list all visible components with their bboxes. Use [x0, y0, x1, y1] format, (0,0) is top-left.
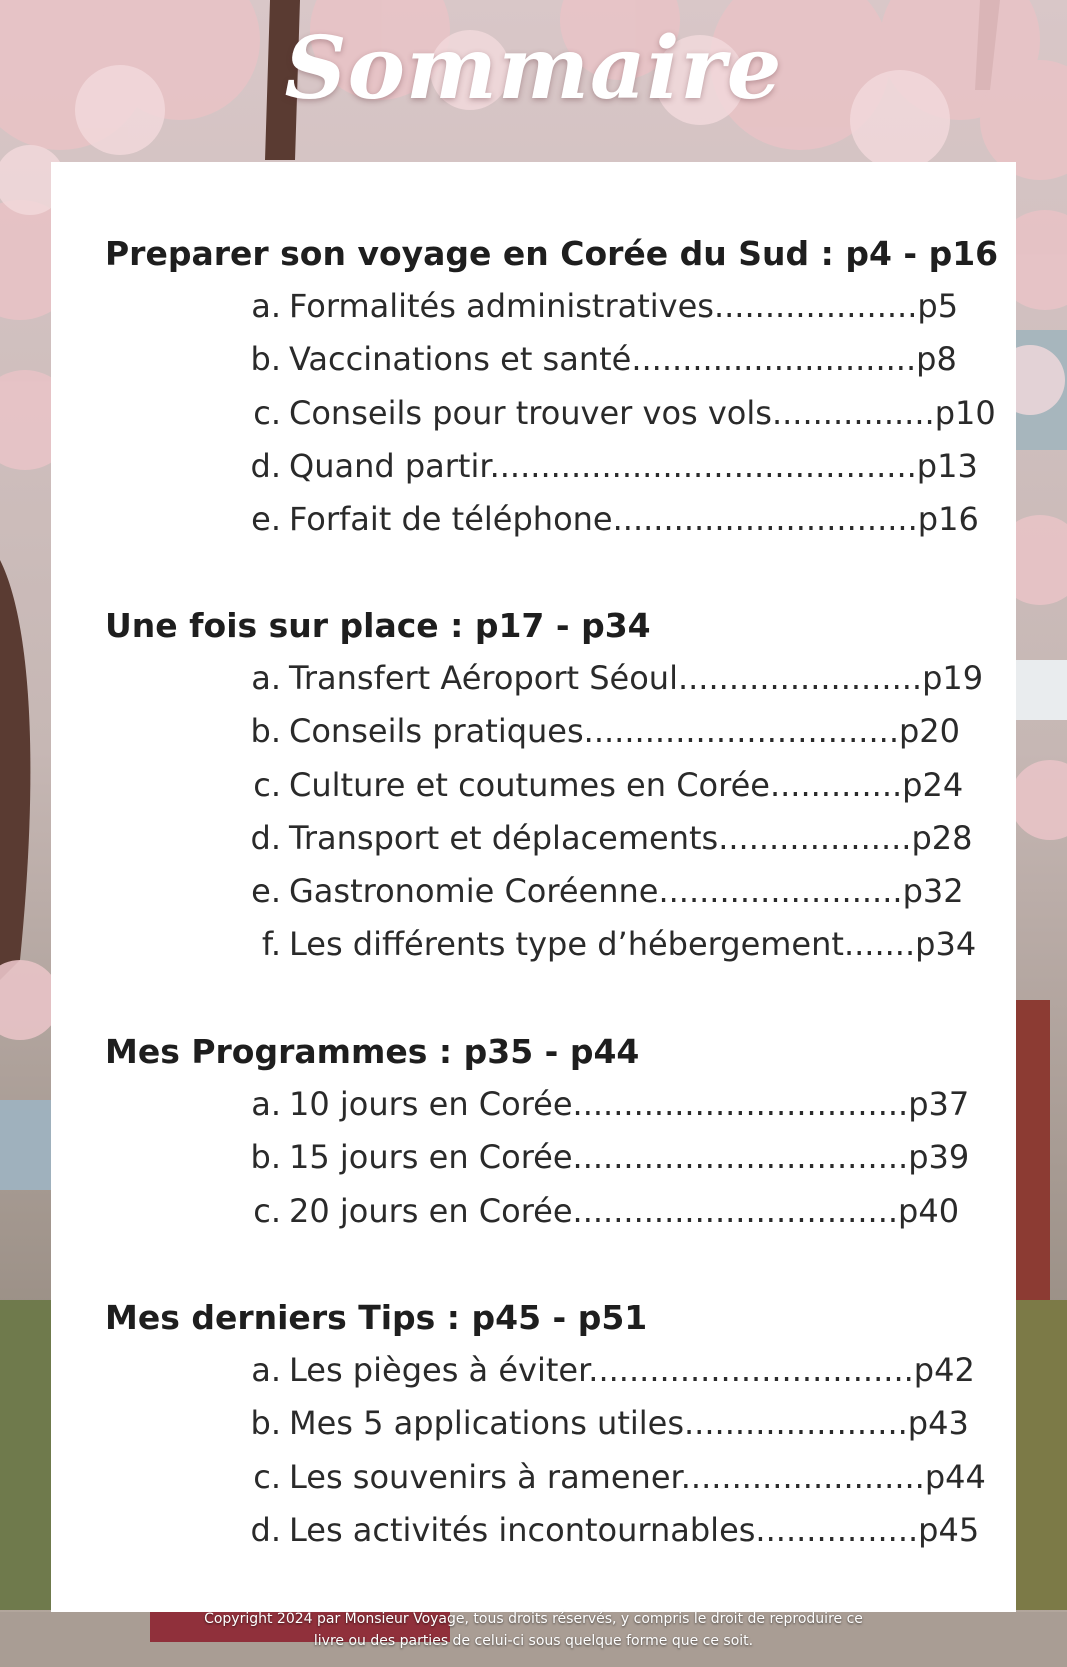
toc-section-sur-place [105, 599, 985, 972]
entry-label: Les souvenirs à ramener........................p44 [289, 1457, 986, 1496]
entry-marker: d. [250, 818, 281, 857]
entry-label: Culture et coutumes en Corée.............p24 [289, 765, 964, 804]
entry-label: Formalités administratives....................p5 [289, 287, 959, 325]
toc-entry[interactable] [105, 1344, 985, 1397]
copyright-footer [0, 1608, 1067, 1652]
copyright-line: Copyright 2024 par Monsieur Voyage, tous droits réservés, y compris le droit de reproduire ce [204, 1611, 863, 1627]
entry-marker: c. [253, 393, 281, 432]
table-of-contents-card [51, 162, 1016, 1612]
toc-entry[interactable] [105, 812, 985, 865]
entry-marker: b. [250, 712, 281, 751]
entry-label: Transport et déplacements...................p28 [289, 818, 973, 857]
entry-marker: c. [253, 1457, 281, 1496]
entry-label: Forfait de téléphone..............................p16 [289, 500, 979, 539]
entry-marker: a. [251, 1085, 281, 1123]
section-heading: Mes derniers Tips : p45 - p51 [105, 1298, 648, 1337]
entry-marker: a. [251, 287, 281, 325]
toc-entry[interactable] [105, 1504, 985, 1557]
entry-marker: f. [261, 925, 281, 964]
toc-section-preparation [105, 227, 999, 546]
entry-marker: b. [250, 1404, 281, 1443]
entry-label: Conseils pratiques...............................p20 [289, 712, 961, 751]
entry-label: 15 jours en Corée.................................p39 [289, 1138, 970, 1177]
section-heading: Une fois sur place : p17 - p34 [105, 606, 651, 645]
entry-marker: d. [250, 1510, 281, 1549]
toc-entry[interactable] [105, 865, 985, 918]
entry-label: Vaccinations et santé............................p8 [289, 340, 957, 379]
entry-marker: b. [250, 1138, 281, 1177]
toc-entry[interactable] [105, 1185, 985, 1238]
entry-marker: e. [251, 872, 281, 911]
toc-entry[interactable] [105, 440, 985, 493]
toc-entry[interactable] [105, 1078, 985, 1131]
entry-marker: e. [251, 500, 281, 539]
section-heading: Mes Programmes : p35 - p44 [105, 1032, 640, 1071]
entry-marker: c. [253, 1191, 281, 1230]
toc-entry[interactable] [105, 918, 985, 971]
toc-entry[interactable] [105, 1397, 985, 1450]
page-title: Sommaire [284, 18, 783, 119]
entry-label: 20 jours en Corée................................p40 [289, 1191, 960, 1230]
entry-label: 10 jours en Corée.................................p37 [289, 1085, 970, 1123]
entry-label: Les activités incontournables................p45 [289, 1510, 980, 1549]
toc-section-tips [105, 1291, 985, 1557]
entry-label: Conseils pour trouver vos vols................p10 [289, 393, 996, 432]
entry-label: Les pièges à éviter................................p42 [289, 1351, 975, 1389]
entry-label: Quand partir..........................................p13 [289, 446, 978, 485]
toc-section-programmes [105, 1025, 985, 1238]
toc-entry[interactable] [105, 387, 996, 440]
entry-marker: d. [250, 446, 281, 485]
entry-label: Gastronomie Coréenne........................p32 [289, 872, 964, 911]
toc-entry[interactable] [105, 759, 985, 812]
entry-marker: a. [251, 659, 281, 697]
entry-marker: c. [253, 765, 281, 804]
entry-marker: b. [250, 340, 281, 379]
toc-entry[interactable] [105, 1451, 985, 1504]
section-heading: Preparer son voyage en Corée du Sud : p4 - p16 [105, 234, 999, 273]
toc-entry[interactable] [105, 333, 985, 386]
entry-label: Mes 5 applications utiles......................p43 [289, 1404, 969, 1443]
entry-label: Transfert Aéroport Séoul........................p19 [289, 659, 984, 697]
copyright-line: livre ou des parties de celui-ci sous quelque forme que ce soit. [313, 1633, 754, 1649]
toc-entry[interactable] [105, 493, 985, 546]
toc-entry[interactable] [105, 705, 985, 758]
toc-entry[interactable] [105, 280, 985, 333]
toc-entry[interactable] [105, 1131, 985, 1184]
entry-label: Les différents type d’hébergement.......p34 [289, 925, 977, 964]
entry-marker: a. [251, 1351, 281, 1389]
toc-entry[interactable] [105, 652, 985, 705]
